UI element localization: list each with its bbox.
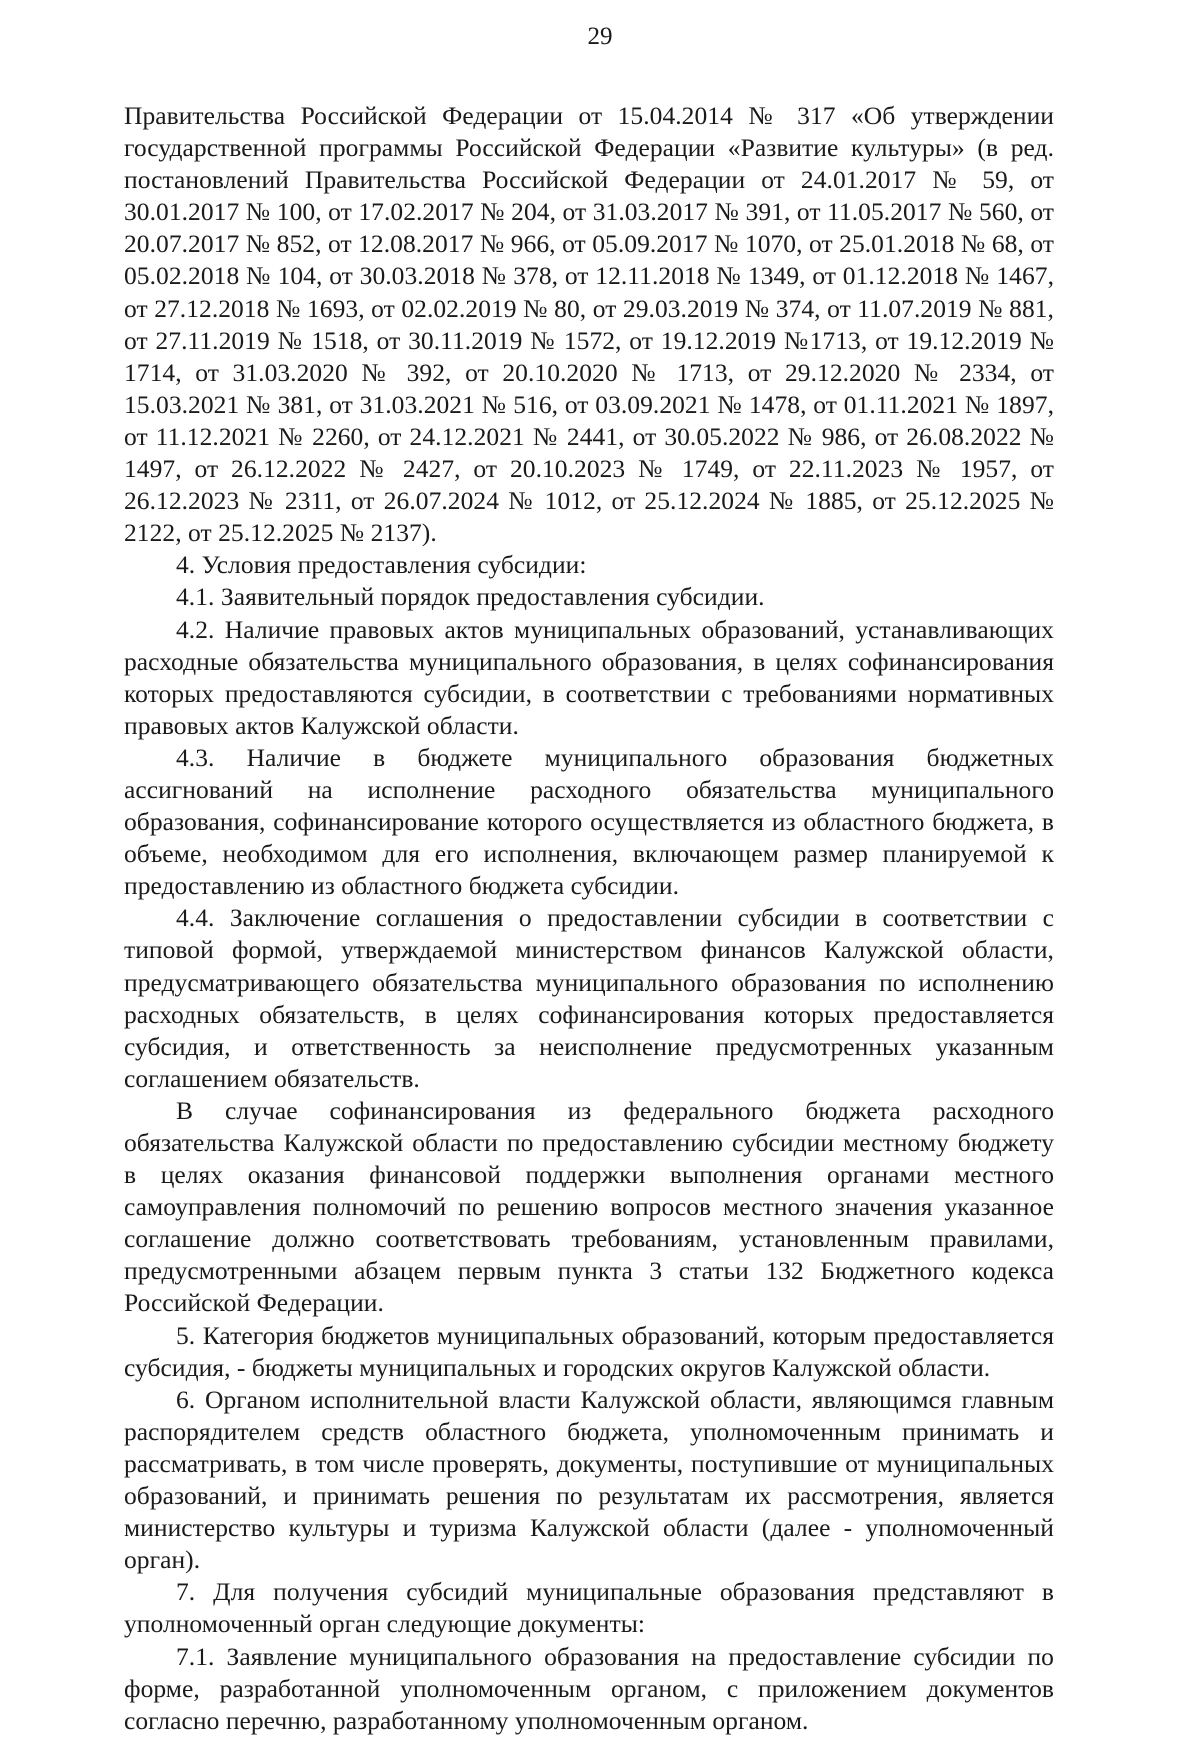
document-body — [124, 100, 1054, 1737]
paragraph-cofinancing: В случае софинансирования из федерального бюджета расходного обязательства Калужской области по предоставлению субсидии местному бюджету в целях оказания финансовой поддержки выполнения органами местного самоуправления полномочий по решению вопросов местного значения указанное соглашение должно соответствовать требованиям, установленным правилами, предусмотренными абзацем первым пункта 3 статьи 132 Бюджетного кодекса Российской Федерации. — [124, 1095, 1054, 1318]
paragraph-7-1: 7.1. Заявление муниципального образования на предоставление субсидии по форме, разработанной уполномоченным органом, с приложением документов согласно перечню, разработанному уполномоченным органом. — [124, 1641, 1054, 1735]
paragraph-section-5: 5. Категория бюджетов муниципальных образований, которым предоставляется субсидия, - бюджеты муниципальных и городских округов Калужской области. — [124, 1320, 1054, 1382]
page-number: 29 — [587, 23, 613, 50]
paragraph-4-4: 4.4. Заключение соглашения о предоставлении субсидии в соответствии с типовой формой, утверждаемой министерством финансов Калужской области, предусматривающего обязательства муниципального образования по исполнению расходных обязательств, в целях софинансирования которых предоставляется субсидия, и ответственность за неисполнение предусмотренных указанным соглашением обязательств. — [124, 903, 1054, 1093]
paragraph-section-6: 6. Органом исполнительной власти Калужской области, являющимся главным распорядителем средств областного бюджета, уполномоченным принимать и рассматривать, в том числе проверять, документы, поступившие от муниципальных образований, и принимать решения по результатам их рассмотрения, является министерство культуры и туризма Калужской области (далее - уполномоченный орган). — [124, 1384, 1054, 1575]
paragraph-section-7: 7. Для получения субсидий муниципальные образования представляют в уполномоченный орган следующие документы: — [124, 1577, 1054, 1639]
paragraph-4-1: 4.1. Заявительный порядок предоставления субсидии. — [176, 582, 765, 612]
paragraph-4-2: 4.2. Наличие правовых актов муниципальных образований, устанавливающих расходные обязательства муниципального образования, в целях софинансирования которых предоставляются субсидии, в соответствии с требованиями нормативных правовых актов Калужской области. — [124, 614, 1054, 740]
paragraph-continuation: Правительства Российской Федерации от 15.04.2014 № 317 «Об утверждении государственной программы Российской Федерации «Развитие культуры» (в ред. постановлений Правительства Российской Федерации от 24.01.2017 № 59, от 30.01.2017 № 100, от 17.02.2017 № 204, от 31.03.2017 № 391, от 11.05.2017 № 560, от 20.07.2017 № 852, от 12.08.2017 № 966, от 05.09.2017 № 1070, от 25.01.2018 № 68, от 05.02.2018 № 104, от 30.03.2018 № 378, от 12.11.2018 № 1349, от 01.12.2018 № 1467, от 27.12.2018 № 1693, от 02.02.2019 № 80, от 29.03.2019 № 374, от 11.07.2019 № 881, от 27.11.2019 № 1518, от 30.11.2019 № 1572, от 19.12.2019 №1713, от 19.12.2019 № 1714, от 31.03.2020 № 392, от 20.10.2020 № 1713, от 29.12.2020 № 2334, от 15.03.2021 № 381, от 31.03.2021 № 516, от 03.09.2021 № 1478, от 01.11.2021 № 1897, от 11.12.2021 № 2260, от 24.12.2021 № 2441, от 30.05.2022 № 986, от 26.08.2022 № 1497, от 26.12.2022 № 2427, от 20.10.2023 № 1749, от 22.11.2023 № 1957, от 26.12.2023 № 2311, от 26.07.2024 № 1012, от 25.12.2024 № 1885, от 25.12.2025 № 2122, от 25.12.2025 № 2137). — [124, 101, 1054, 548]
paragraph-section-4: 4. Условия предоставления субсидии: — [176, 550, 587, 580]
paragraph-4-3: 4.3. Наличие в бюджете муниципального образования бюджетных ассигнований на исполнение расходного обязательства муниципального образования, софинансирование которого осуществляется из областного бюджета, в объеме, необходимом для его исполнения, включающем размер планируемой к предоставлению из областного бюджета субсидии. — [124, 742, 1054, 901]
